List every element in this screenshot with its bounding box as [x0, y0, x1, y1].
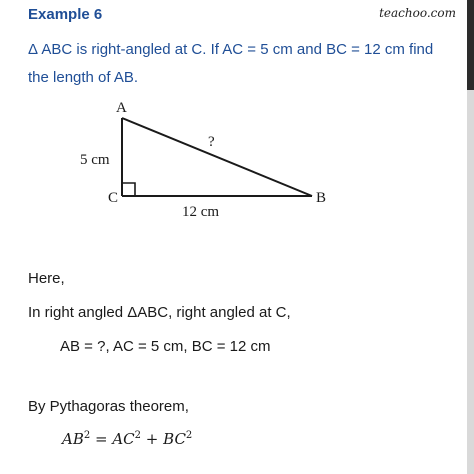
example-title: Example 6	[28, 6, 103, 23]
watermark-logo: teachoo.com	[379, 6, 456, 20]
question-text: Δ ABC is right-angled at C. If AC = 5 cm and BC = 12 cm find the length of AB.	[28, 41, 434, 86]
vertex-c-label: C	[108, 190, 119, 206]
pythagoras-formula	[62, 430, 192, 448]
solution-line-1: In right angled ΔABC, right angled at C,	[28, 304, 291, 321]
scrollbar[interactable]	[467, 0, 474, 474]
side-bc-label: 12 cm	[182, 204, 220, 220]
solution-line-2: AB = ?, AC = 5 cm, BC = 12 cm	[60, 338, 271, 355]
formula-equals: =	[90, 430, 113, 448]
formula-exponent: 2	[185, 430, 193, 441]
side-ac-label: 5 cm	[80, 152, 110, 168]
scrollbar-thumb[interactable]	[467, 0, 474, 90]
solution-line-3: By Pythagoras theorem,	[28, 398, 189, 415]
vertex-b-label: B	[316, 190, 327, 206]
solution-here: Here,	[28, 270, 65, 287]
formula-term-1: AC	[112, 430, 135, 448]
formula-exponent: 2	[83, 430, 91, 441]
formula-exponent: 2	[134, 430, 142, 441]
hypotenuse-label: ?	[208, 134, 215, 150]
vertex-a-label: A	[116, 100, 127, 116]
formula-lhs: AB	[62, 430, 84, 448]
formula-term-2: BC	[163, 430, 186, 448]
right-angle-marker	[122, 183, 135, 196]
formula-plus: +	[141, 430, 164, 448]
side-ab	[122, 118, 312, 196]
triangle-figure	[70, 92, 340, 227]
